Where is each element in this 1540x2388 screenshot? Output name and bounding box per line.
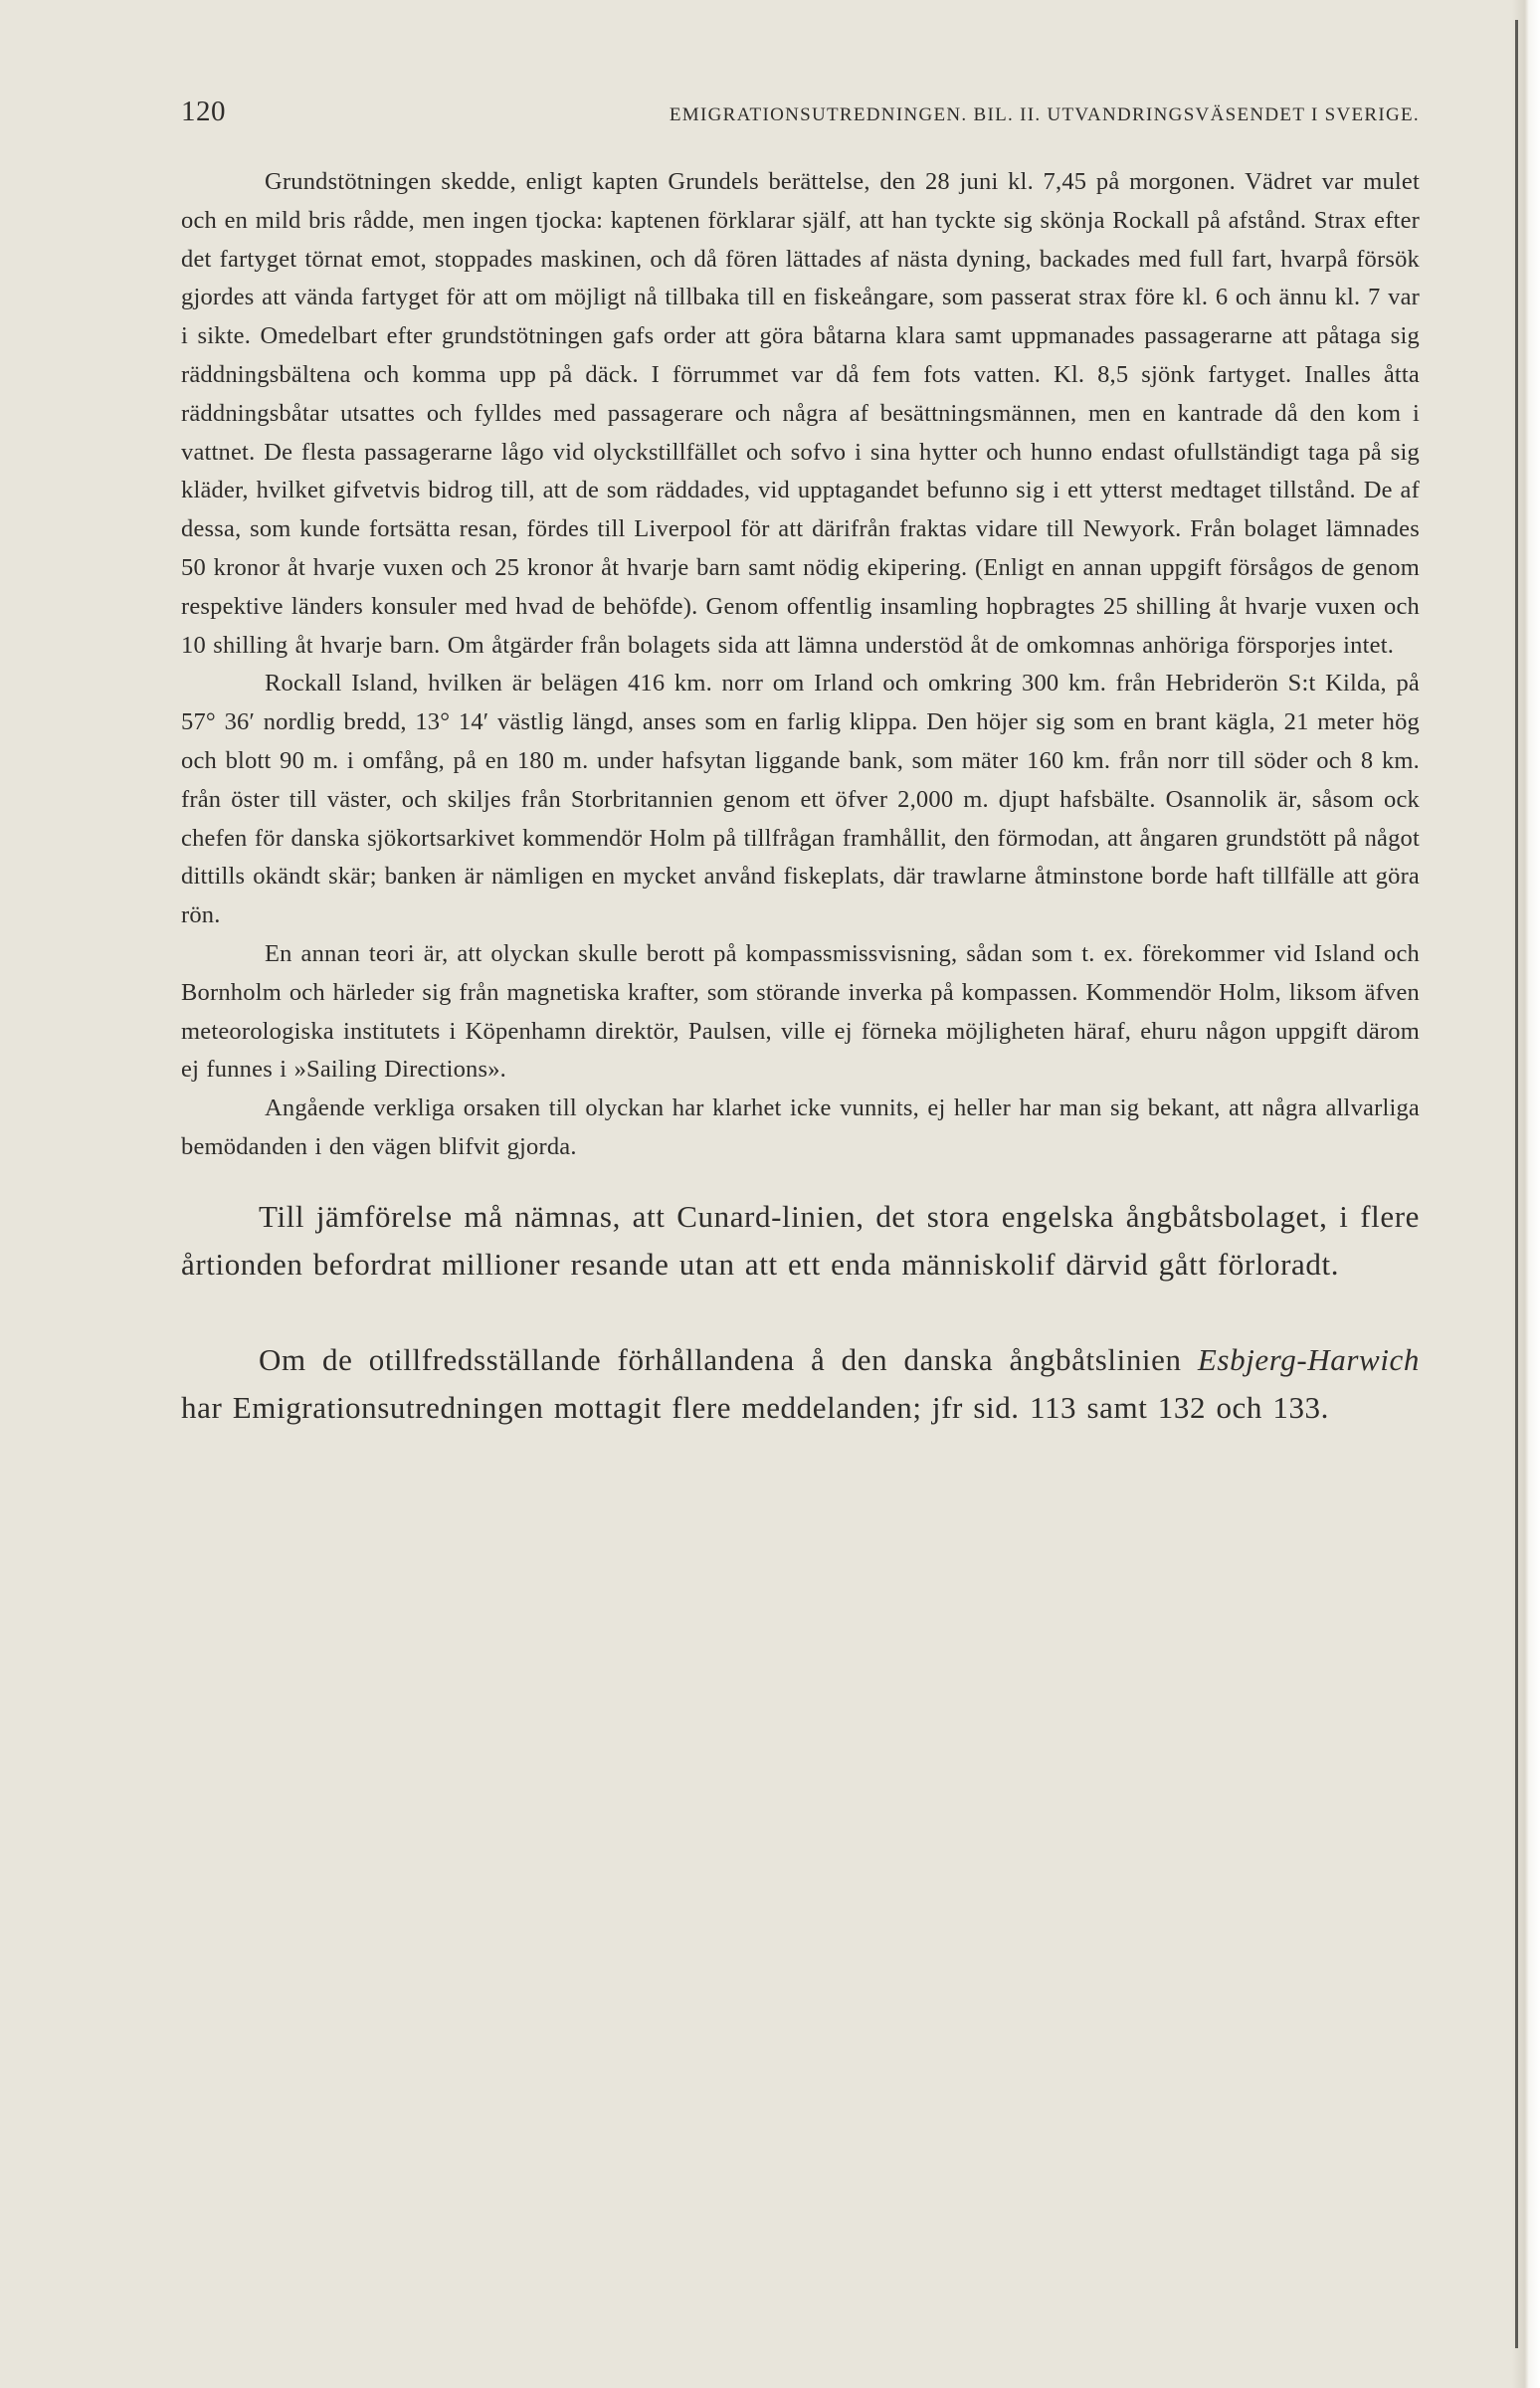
paragraph-orsak: Angående verkliga orsaken till olyckan har klarhet icke vunnits, ej heller har man sig bekant, att några allvarliga bemödanden i den vägen blifvit gjorda. [181,1094,1420,1160]
route-name: Esbjerg-Harwich [1197,1341,1420,1377]
paragraph-esbjerg-before: Om de otillfredsställande förhållandena å den danska ångbåtslinien [259,1341,1198,1377]
paragraph-rockall: Rockall Island, hvilken är belägen 416 km. norr om Irland och omkring 300 km. från Hebriderön S:t Kilda, på 57° 36′ nordlig bredd, 13° 14′ västlig längd, anses som en farlig klippa. Den höjer sig som en brant kägla, 21 meter hög och blott 90 m. i omfång, på en 180 m. under hafsytan liggande bank, som mäter 160 km. från norr till söder och 8 km. från öster till väster, och skiljes från Storbritannien genom ett öfver 2,000 m. djupt hafsbälte. Osannolik är, såsom ock chefen för danska sjökortsarkivet kommendör Holm på tillfrågan framhållit, den förmodan, att ångaren grundstött på något dittills okändt skär; banken är nämligen en mycket anvånd fiskeplats, där trawlarne åtminstone borde haft tillfälle att göra rön. [181,670,1420,929]
page-number: 120 [181,96,226,127]
page-header [181,96,1420,135]
body-text [181,163,1420,1432]
paragraph-cunard: Till jämförelse må nämnas, att Cunard-linien, det stora engelska ångbåtsbolaget, i flere årtionden befordrat millioner resande utan att ett enda människolif därvid gått förloradt. [181,1198,1420,1282]
paragraph-esbjerg-after: har Emigrationsutredningen mottagit flere meddelanden; jfr sid. 113 samt 132 och 133. [181,1389,1330,1425]
paragraph-kompass-teori: En annan teori är, att olyckan skulle berott på kompassmissvisning, sådan som t. ex. förekommer vid Island och Bornholm och härleder sig från magnetiska krafter, som störande inverka på kompassen. Kommendör Holm, liksom äfven meteorologiska institutets i Köpenhamn direktör, Paulsen, ville ej förneka möjligheten häraf, ehuru någon uppgift därom ej funnes i »Sailing Directions». [181,939,1420,1084]
paragraph-grundstotning: Grundstötningen skedde, enligt kapten Grundels berättelse, den 28 juni kl. 7,45 på morgonen. Vädret var mulet och en mild bris rådde, men ingen tjocka: kaptenen förklarar själf, att han tyckte sig skönja Rockall på afstånd. Strax efter det fartyget törnat emot, stoppades maskinen, och då fören lättades af nästa dyning, backades med full fart, hvarpå försök gjordes att vända fartyget för att om möjligt nå tillbaka till en fiskeångare, som passerat strax före kl. 6 och ännu kl. 7 var i sikte. Omedelbart efter grundstötningen gafs order att göra båtarna klara samt uppmanades passagerarne att påtaga sig räddningsbältena och komma upp på däck. I förrummet var då fem fots vatten. Kl. 8,5 sjönk fartyget. Inalles åtta räddningsbåtar utsattes och fylldes med passagerare och några af besättningsmännen, men en kantrade då den kom i vattnet. De flesta passagerarne lågo vid olyckstillfället och sofvo i sina hytter och hunno endast ofullständigt taga på sig kläder, hvilket gifvetvis bidrog till, att de som räddades, vid upptagandet befunno sig i ett ytterst medtaget tillstånd. De af dessa, som kunde fortsätta resan, fördes till Liverpool för att därifrån fraktas vidare till Newyork. Från bolaget lämnades 50 kronor åt hvarje vuxen och 25 kronor åt hvarje barn samt nödig ekipering. (Enligt en annan uppgift försågos de genom respektive länders konsuler med hvad de behöfde). Genom offentlig insamling hopbragtes 25 shilling åt hvarje vuxen och 10 shilling åt hvarje barn. Om åtgärder från bolagets sida att lämna understöd åt de omkomnas anhöriga försporjes intet. [181,168,1420,659]
large-text-section [181,1193,1420,1432]
paragraph-esbjerg-harwich [181,1336,1420,1432]
running-title: EMIGRATIONSUTREDNINGEN. BIL. II. UTVANDRINGSVÄSENDET I SVERIGE. [669,104,1420,125]
binding-line [1515,20,1518,2348]
